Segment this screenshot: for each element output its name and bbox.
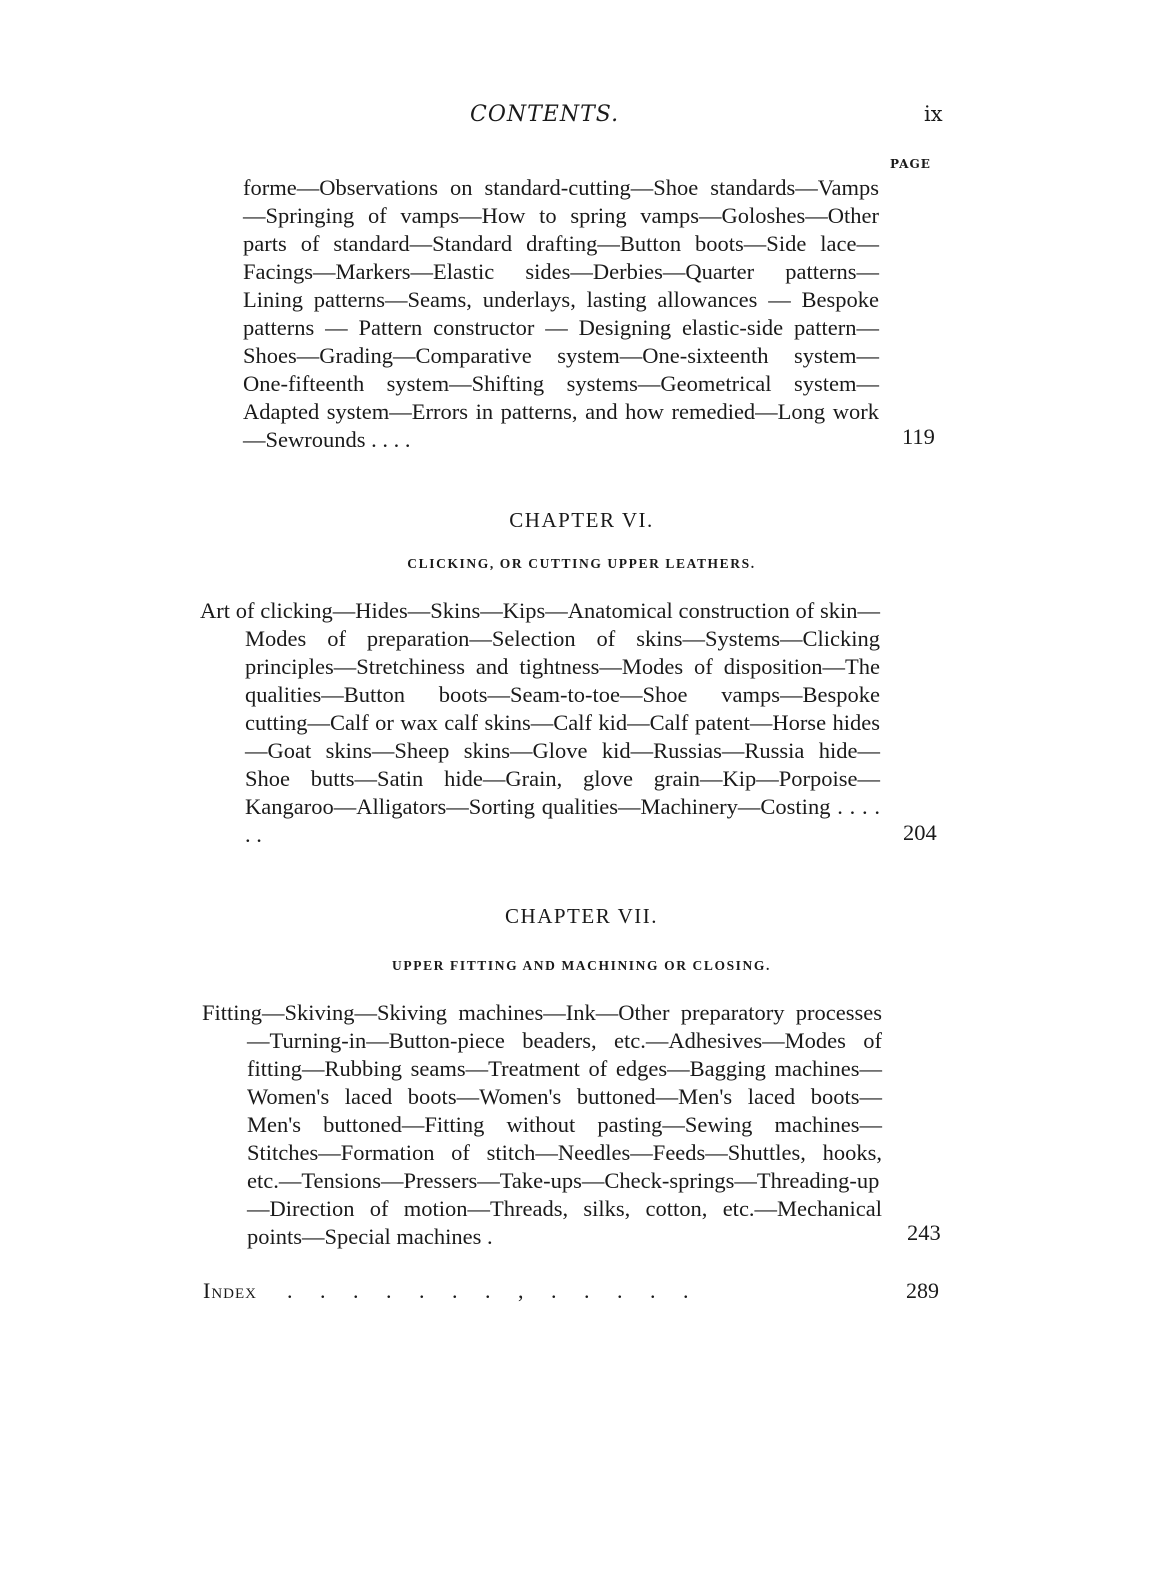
- running-head: [0, 98, 1163, 134]
- running-title: CONTENTS.: [470, 102, 620, 127]
- chapter-subtitle: UPPER FITTING AND MACHINING OR CLOSING.: [392, 958, 771, 973]
- chapter-heading: CHAPTER VII.: [505, 904, 658, 928]
- chapter-heading: CHAPTER VI.: [509, 508, 654, 532]
- chapter-subtitle: CLICKING, OR CUTTING UPPER LEATHERS.: [407, 556, 756, 571]
- dot-leader: . . . .: [365, 427, 411, 452]
- entry-text: Art of clicking—Hides—Skins—Kips—Anatomical construction of skin—Modes of preparation—Selection of skins—Systems—Clicking principles—Stretchiness and tightness—Modes of disposition—The qualities—Button boots—Seam-to-toe—Shoe vamps—Bespoke cutting—Calf or wax calf skins—Calf kid—Calf patent—Horse hides—Goat skins—Sheep skins—Glove kid—Russias—Russia hide—Shoe butts—Satin hide—Grain, glove grain—Kip—Porpoise—Kangaroo—Alligators—Sorting qualities—Machinery—Costing: [200, 598, 880, 819]
- page-column-label: PAGE: [890, 157, 931, 171]
- dot-leader: .: [481, 1224, 493, 1249]
- entry-page-number: 204: [903, 820, 937, 845]
- entry-text: forme—Observations on standard-cutting—Shoe standards—Vamps—Springing of vamps—How to spring vamps—Goloshes—Other parts of standard—Standard drafting—Button boots—Side lace—Facings—Markers—Elastic sides—Derbies—Quarter patterns—Lining patterns—Seams, underlays, lasting allowances — Bespoke patterns — Pattern constructor — Designing elastic-side pattern—Shoes—Grading—Comparative system—One-sixteenth system—One-fifteenth system—Shifting systems—Geometrical system—Adapted system—Errors in patterns, and how remedied—Long work—Sewrounds: [243, 175, 879, 452]
- entry-page-number: 119: [902, 424, 935, 449]
- entry-page-number: 289: [906, 1278, 939, 1303]
- page-number: ix: [924, 102, 943, 126]
- entry-description: [243, 174, 879, 454]
- dot-leader: . . . . . . . , . . . . .: [287, 1278, 689, 1303]
- entry-description: [202, 999, 882, 1251]
- index-entry: [203, 1278, 943, 1308]
- entry-text: Fitting—Skiving—Skiving machines—Ink—Other preparatory processes—Turning-in—Button-piece beaders, etc.—Adhesives—Modes of fitting—Rubbing seams—Treatment of edges—Bagging machines—Women's laced boots—Women's buttoned—Men's laced boots—Men's buttoned—Fitting without pasting—Sewing machines—Stitches—Formation of stitch—Needles—Feeds—Shuttles, hooks, etc.—Tensions—Pressers—Take-ups—Check-springs—Threading-up—Direction of motion—Threads, silks, cotton, etc.—Mechanical points—Special machines: [202, 1000, 882, 1249]
- index-label: Index: [203, 1278, 257, 1303]
- contents-entry-chapter-7: [202, 999, 882, 1251]
- entry-page-number: 243: [907, 1220, 941, 1245]
- dot-leader: . . . . . .: [245, 794, 880, 847]
- contents-entry-chapter-6: [200, 597, 880, 849]
- entry-description: [200, 597, 880, 849]
- contents-entry-continued: [243, 174, 879, 454]
